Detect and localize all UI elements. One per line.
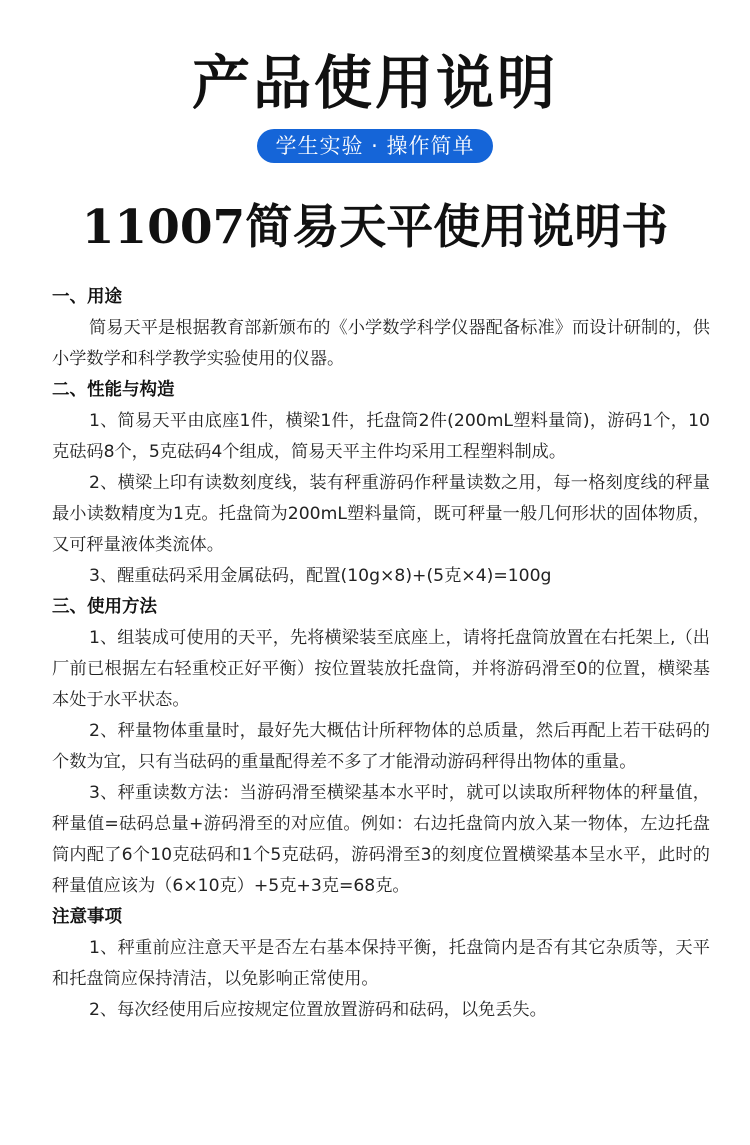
subtitle-badge: 学生实验 · 操作简单	[257, 129, 492, 163]
section-heading-method: 三、使用方法	[52, 597, 157, 617]
paragraph: 1、秤重前应注意天平是否左右基本保持平衡，托盘筒内是否有其它杂质等，天平和托盘筒应保持清洁，以免影响正常使用。	[52, 938, 710, 989]
document-body	[52, 282, 710, 1026]
section-heading-structure: 二、性能与构造	[52, 380, 175, 400]
document-title: 11007简易天平使用说明书	[81, 200, 669, 255]
paragraph: 1、组装成可使用的天平，先将横梁装至底座上，请将托盘筒放置在右托架上,（出厂前已根据左右轻重校正好平衡）按位置装放托盘筒，并将游码滑至0的位置，横梁基本处于水平状态。	[52, 628, 710, 710]
page-title: 产品使用说明	[191, 49, 558, 117]
section-heading-usage: 一、用途	[52, 287, 122, 307]
paragraph: 1、简易天平由底座1件，横梁1件，托盘筒2件(200mL塑料量筒)，游码1个，10克砝码8个，5克砝码4个组成，简易天平主件均采用工程塑料制成。	[52, 411, 710, 462]
section-heading-notes: 注意事项	[52, 907, 122, 927]
subtitle-badge-wrap	[0, 129, 750, 163]
paragraph: 3、秤重读数方法：当游码滑至横梁基本水平时，就可以读取所秤物体的秤量值，秤量值=砝码总量+游码滑至的对应值。例如：右边托盘筒内放入某一物体，左边托盘筒内配了6个10克砝码和1个5克砝码，游码滑至3的刻度位置横梁基本呈水平，此时的秤量值应该为（6×10克）+5克+3克=68克。	[52, 783, 710, 896]
paragraph: 3、醒重砝码采用金属砝码，配置(10g×8)+(5克×4)=100g	[88, 566, 552, 586]
paragraph: 2、秤量物体重量时，最好先大概估计所秤物体的总质量，然后再配上若干砝码的个数为宜，只有当砝码的重量配得差不多了才能滑动游码秤得出物体的重量。	[52, 721, 710, 772]
paragraph: 简易天平是根据教育部新颁布的《小学数学科学仪器配备标准》而设计研制的，供小学数学和科学教学实验使用的仪器。	[52, 318, 710, 369]
paragraph: 2、横梁上印有读数刻度线，装有秤重游码作秤量读数之用，每一格刻度线的秤量最小读数精度为1克。托盘筒为200mL塑料量筒，既可秤量一般几何形状的固体物质，又可秤量液体类流体。	[52, 473, 710, 555]
paragraph: 2、每次经使用后应按规定位置放置游码和砝码，以免丢失。	[88, 1000, 547, 1020]
